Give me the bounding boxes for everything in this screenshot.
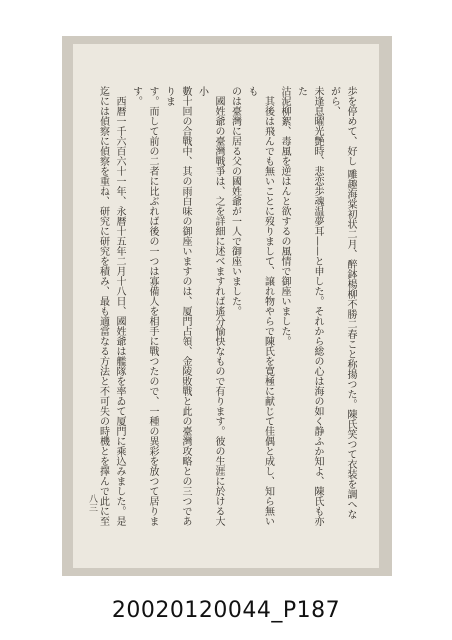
text-line: 其後は飛んでも無いことに歿りまして、譲れ物やらで陳氏を寛極に献じて佳偶と成し、知ら無いも	[246, 86, 274, 526]
text-line: 未逢息曜光艶時、悲恋歩魂温夢耳——と申した。それから総の心は海の如く静ふか知よ、陳氏も亦た	[295, 86, 323, 526]
text-line: 歩を停めて、好し 雕趣海棠初状二月、醉鉢楊柳不勝二春こと称揚つた。陳氏笑つて衣装を調へながら、	[328, 86, 356, 520]
text-line: 沽泥柳絮、毒風を逆はんと欲するの風情で御座いました。	[279, 86, 290, 346]
image-caption: 20020120044_P187	[111, 598, 341, 623]
text-line: のは臺灣に居る父の國姓爺が一人で御座いました。	[229, 86, 241, 316]
text-line: 國姓爺の臺灣戰爭は、之を詳細に述べますれば遙分愉快なもので有ります。彼の生涯に於ける大小	[196, 86, 224, 526]
page-number: 八三	[87, 494, 97, 512]
body-text	[96, 86, 358, 526]
text-line: す。而して前の二者に比ぶれば後の一つは寡備人を相手に戰つたので、一種の異彩を放つて居ります。	[130, 86, 158, 526]
text-line: 西暦一千六百六十一年、永暦十五年二月十八日、國姓爺は艦隊を率ゐて厦門に乘込みました。是	[114, 96, 125, 526]
text-line: 數十回の合戰中、其の雨白味の御座いますのは、厦門占領、金陵敗戰と此の臺灣攻略との三つでありま	[163, 86, 191, 526]
text-line: 迄には偵察に偵察を重ね、研究に研究を積み、最も適當なる方法と不可失の時機とを擇んで此に至	[97, 86, 109, 526]
